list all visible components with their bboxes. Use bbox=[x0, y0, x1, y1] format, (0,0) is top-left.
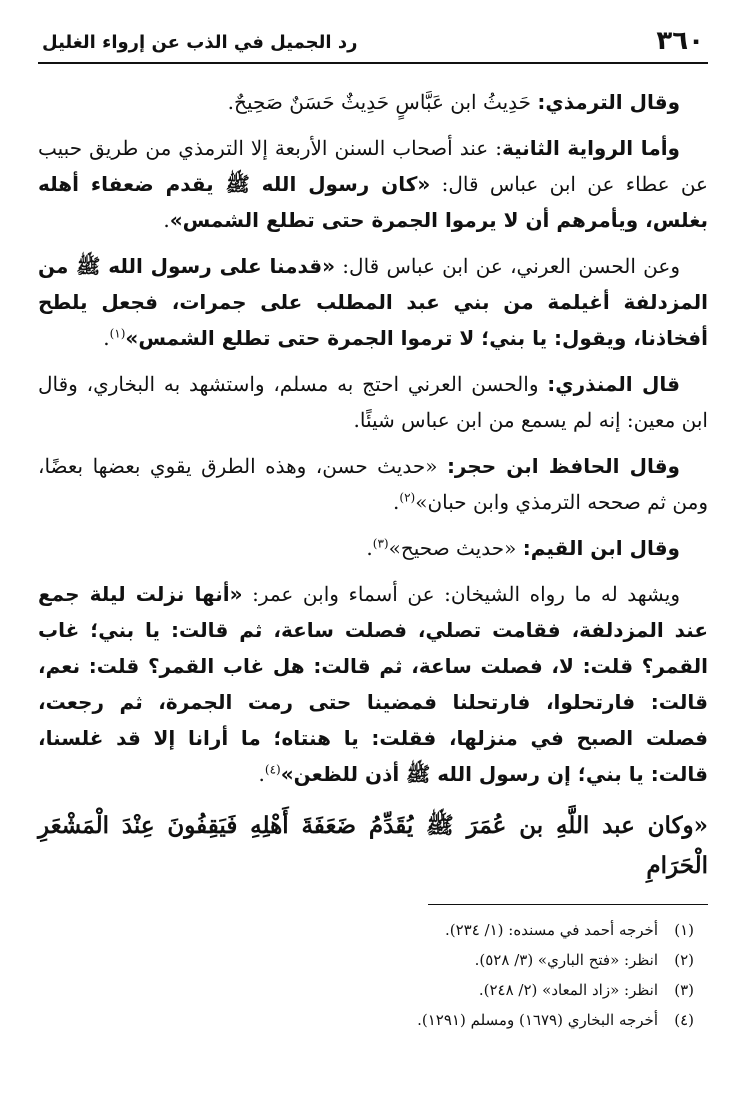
paragraph-text: : عند أصحاب السنن الأربعة إلا الترمذي من طريق حبيب عن عطاء عن ابن عباس قال: bbox=[38, 136, 708, 196]
hadith-quote: «أنها نزلت ليلة جمع عند المزدلفة، فقامت تصلي، فصلت ساعة، ثم قالت: يا بني؛ غاب القمر؟ قلت: لا، فصلت ساعة، ثم قالت: هل غاب القمر؟ قلت: نعم، قالت: فارتحلوا، فارتحلنا فمضينا حتى رمت الجمرة، ثم رجعت، فصلت الصبح في منزلها، فقلت: يا هنتاه؛ ما أرانا إلا قد غلسنا، قالت: يا بني؛ إن رسول الله ﷺ أذن للظعن» bbox=[38, 582, 708, 786]
main-text bbox=[38, 84, 708, 886]
footnote-number: (٢) bbox=[674, 951, 694, 969]
paragraph-lead: وأما الرواية الثانية bbox=[501, 136, 680, 160]
footnote-ref[interactable]: (١) bbox=[109, 326, 126, 341]
paragraph-text: والحسن العرني احتج به مسلم، واستشهد به البخاري، وقال ابن معين: إنه لم يسمع من ابن عباس شيئًا. bbox=[38, 372, 708, 432]
footnote-ref[interactable]: (٣) bbox=[372, 536, 389, 551]
paragraph bbox=[38, 576, 708, 792]
paragraph-text: «حديث حسن، وهذه الطرق يقوي بعضها بعضًا، ومن ثم صححه الترمذي وابن حبان» bbox=[38, 454, 708, 514]
paragraph-tail: . bbox=[163, 208, 170, 232]
paragraph-lead: وقال الحافظ ابن حجر: bbox=[446, 454, 680, 478]
footnote-text: انظر: «زاد المعاد» (٢/ ٢٤٨). bbox=[478, 981, 658, 999]
paragraph bbox=[38, 448, 708, 520]
footnote-ref[interactable]: (٢) bbox=[399, 490, 416, 505]
hadith-quote: «قدمنا على رسول الله ﷺ من المزدلفة أغيلمة من بني عبد المطلب على جمرات، فجعل يلطح أفخاذنا، ويقول: يا بني؛ لا ترموا الجمرة حتى تطلع الشمس» bbox=[38, 254, 708, 350]
paragraph-tail: . bbox=[103, 326, 110, 350]
quoted-athar-line: «وكان عبد اللَّهِ بن عُمَرَ ﷺ يُقَدِّمُ ضَعَفَةَ أَهْلِهِ فَيَقِفُونَ عِنْدَ الْمَشْعَرِ الْحَرَامِ bbox=[38, 812, 708, 879]
page bbox=[38, 22, 708, 1035]
paragraph bbox=[38, 248, 708, 356]
footnote bbox=[38, 915, 694, 945]
footnote-divider bbox=[428, 904, 708, 905]
paragraph bbox=[38, 84, 708, 120]
paragraph-tail: . bbox=[366, 536, 373, 560]
paragraph-text: حَدِيثُ ابن عَبَّاسٍ حَدِيثٌ حَسَنٌ صَحِيحٌ. bbox=[227, 90, 538, 114]
footnotes bbox=[38, 915, 708, 1035]
footnote-text: انظر: «فتح الباري» (٣/ ٥٢٨). bbox=[474, 951, 658, 969]
footnote bbox=[38, 1005, 694, 1035]
paragraph-text: «حديث صحيح» bbox=[388, 536, 523, 560]
paragraph bbox=[38, 130, 708, 238]
footnote-ref[interactable]: (٤) bbox=[264, 762, 281, 777]
paragraph-text: وعن الحسن العرني، عن ابن عباس قال: bbox=[335, 254, 680, 278]
footnote-number: (٣) bbox=[674, 981, 694, 999]
hadith-quote: «كان رسول الله ﷺ يقدم ضعفاء أهله بغلس، ويأمرهم أن لا يرموا الجمرة حتى تطلع الشمس» bbox=[38, 172, 708, 232]
footnote-text: أخرجه البخاري (١٦٧٩) ومسلم (١٢٩١). bbox=[417, 1011, 658, 1029]
footnote-text: أخرجه أحمد في مسنده: (١/ ٢٣٤). bbox=[444, 921, 658, 939]
page-header bbox=[38, 22, 708, 64]
paragraph-tail: . bbox=[393, 490, 400, 514]
paragraph-lead: قال المنذري: bbox=[547, 372, 680, 396]
footnote bbox=[38, 945, 694, 975]
paragraph-lead: وقال الترمذي: bbox=[537, 90, 680, 114]
paragraph bbox=[38, 530, 708, 566]
footnote-number: (٤) bbox=[674, 1011, 694, 1029]
paragraph-tail: . bbox=[258, 762, 265, 786]
paragraph bbox=[38, 366, 708, 438]
footnote bbox=[38, 975, 694, 1005]
paragraph-lead: وقال ابن القيم: bbox=[522, 536, 680, 560]
page-number: ٣٦٠ bbox=[656, 26, 704, 56]
footnote-number: (١) bbox=[674, 921, 694, 939]
running-title: رد الجميل في الذب عن إرواء الغليل bbox=[42, 32, 358, 53]
paragraph-text: ويشهد له ما رواه الشيخان: عن أسماء وابن عمر: bbox=[242, 582, 680, 606]
